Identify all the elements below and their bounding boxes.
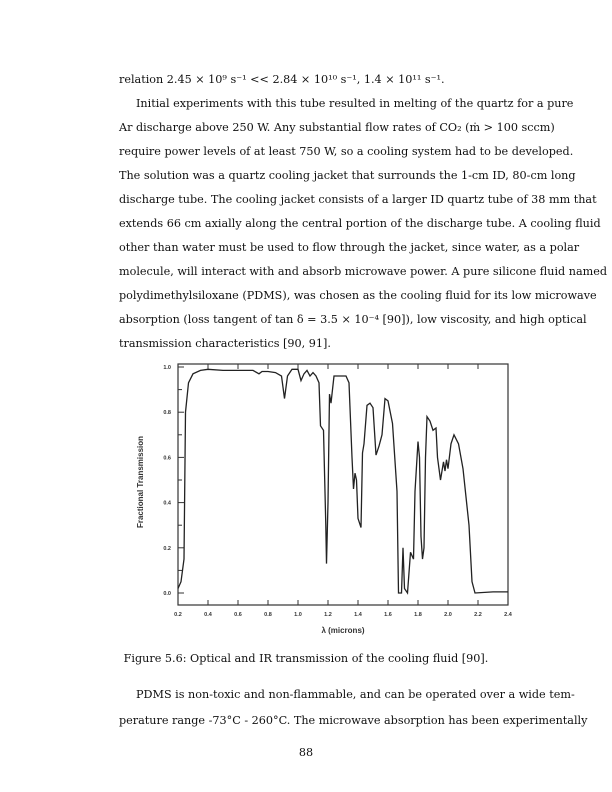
- text-line: molecule, will interact with and absorb microwave power. A pure silicone fluid named: [119, 265, 608, 278]
- x-tick-label: 0.8: [264, 612, 272, 618]
- text-line: Ar discharge above 250 W. Any substantial flow rates of CO₂ (ṁ > 100 sccm): [119, 121, 555, 134]
- text-line: The solution was a quartz cooling jacket that surrounds the 1-cm ID, 80-cm long: [119, 169, 576, 182]
- plot-frame: [178, 364, 508, 605]
- text-line: transmission characteristics [90, 91].: [119, 337, 331, 350]
- x-axis-label: λ (microns): [321, 626, 365, 635]
- x-tick-label: 2.4: [504, 612, 512, 618]
- y-tick-label: 0.0: [163, 591, 171, 597]
- text-line: other than water must be used to flow through the jacket, since water, as a polar: [119, 241, 580, 254]
- y-axis-label: Fractional Transmission: [136, 435, 145, 529]
- transmission-curve: [178, 369, 508, 593]
- x-tick-label: 1.4: [354, 612, 362, 618]
- x-tick-label: 0.2: [174, 612, 182, 618]
- y-tick-label: 0.8: [163, 410, 171, 417]
- text-line: relation 2.45 × 10⁹ s⁻¹ << 2.84 × 10¹⁰ s⁻¹, 1.4 × 10¹¹ s⁻¹.: [119, 73, 445, 86]
- x-tick-label: 1.8: [414, 612, 422, 618]
- x-tick-label: 1.6: [384, 612, 392, 618]
- x-tick-label: 2.2: [474, 612, 482, 618]
- y-tick-label: 0.6: [163, 455, 171, 462]
- x-tick-label: 0.4: [204, 612, 212, 618]
- text-line: PDMS is non-toxic and non-flammable, and can be operated over a wide tem-: [136, 688, 575, 701]
- page-number: 88: [298, 746, 314, 759]
- text-line: extends 66 cm axially along the central portion of the discharge tube. A cooling fluid: [119, 217, 601, 230]
- y-tick-label: 1.0: [163, 365, 171, 371]
- x-tick-label: 1.2: [324, 612, 332, 618]
- x-tick-label: 0.6: [234, 612, 242, 618]
- text-line: perature range -73°C - 260°C. The microwave absorption has been experimentally: [119, 714, 588, 727]
- figure-caption: Figure 5.6: Optical and IR transmission of the cooling fluid [90].: [123, 652, 489, 665]
- text-line: Initial experiments with this tube resulted in melting of the quartz for a pure: [136, 97, 574, 110]
- y-tick-label: 0.4: [163, 500, 171, 507]
- x-tick-label: 2.0: [444, 612, 452, 618]
- x-tick-label: 1.0: [294, 612, 302, 618]
- text-line: absorption (loss tangent of tan δ = 3.5 × 10⁻⁴ [90]), low viscosity, and high optical: [119, 313, 587, 326]
- text-line: require power levels of at least 750 W, so a cooling system had to be developed.: [119, 145, 574, 158]
- text-line: polydimethylsiloxane (PDMS), was chosen as the cooling fluid for its low microwave: [119, 289, 597, 302]
- y-tick-label: 0.2: [163, 545, 171, 552]
- text-line: discharge tube. The cooling jacket consists of a larger ID quartz tube of 38 mm that: [119, 193, 597, 206]
